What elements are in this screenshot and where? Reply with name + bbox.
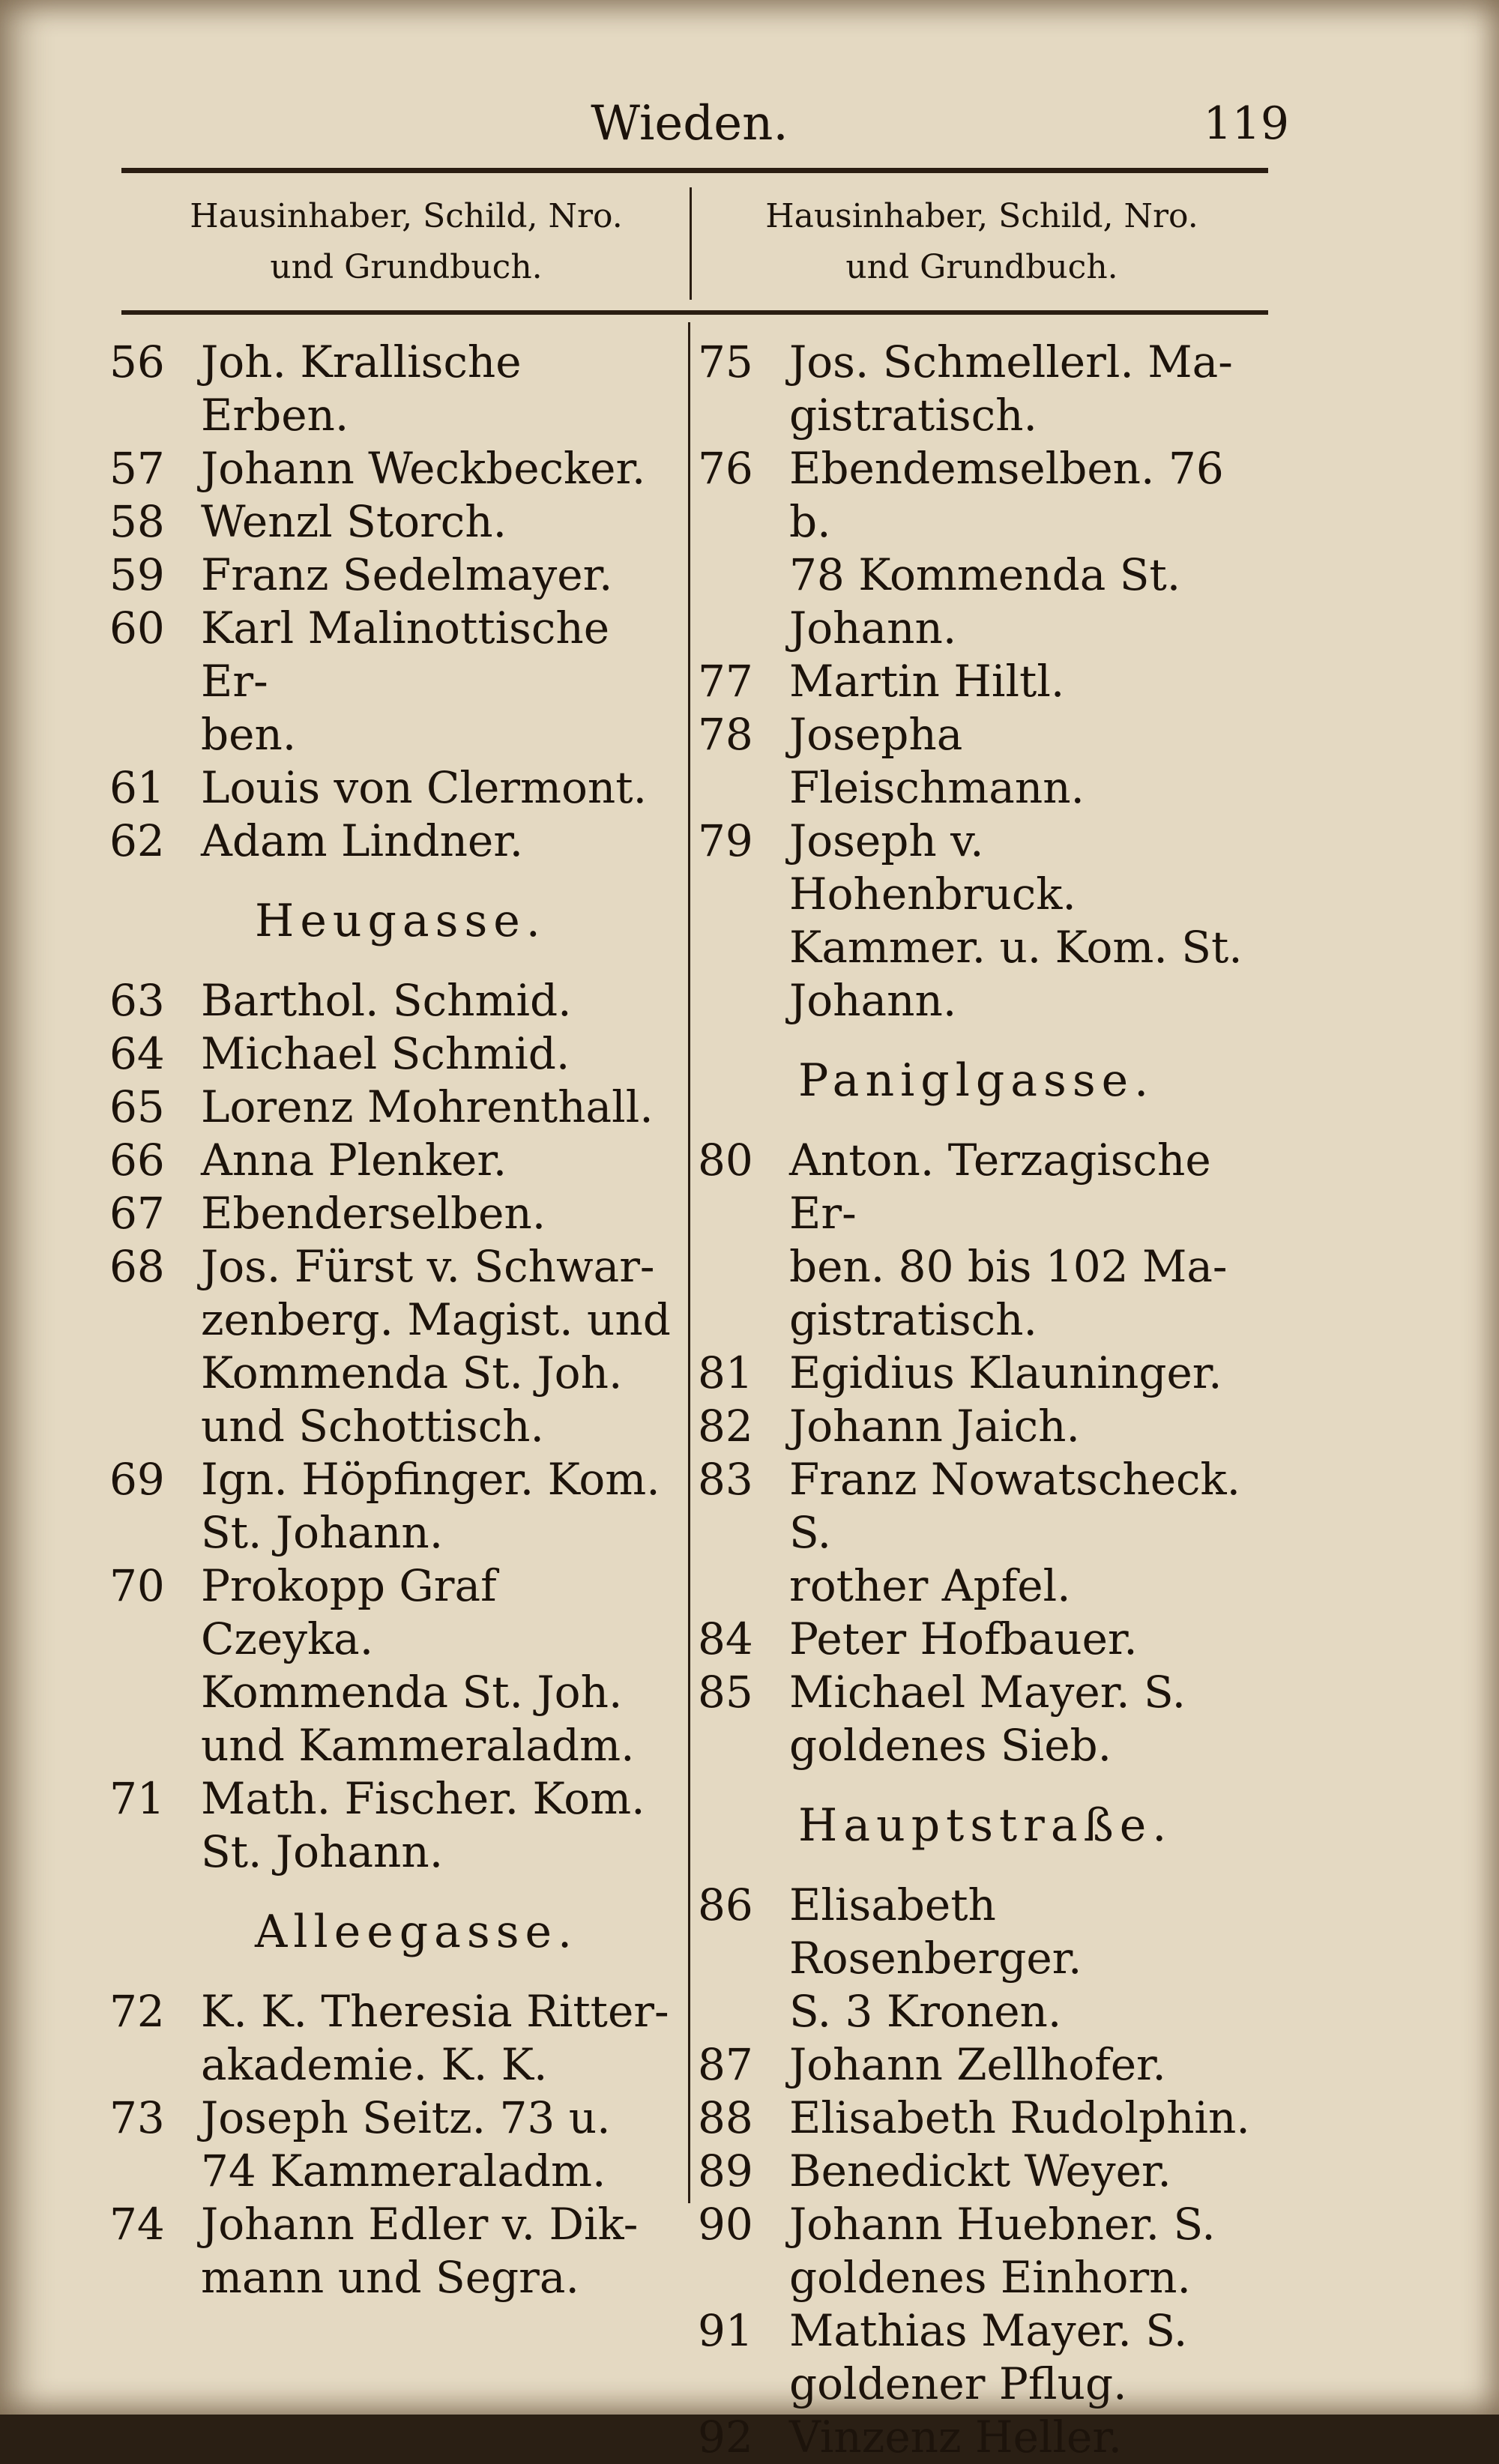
house-number: 84 [698, 1613, 753, 1664]
house-owner: Wenzl Storch. [201, 496, 507, 547]
header-divider [690, 187, 692, 300]
house-entry [105, 2198, 675, 2304]
house-owner: Ebendemselben. 76 b. 78 Kommenda St. Johann. [789, 443, 1224, 653]
house-entry [693, 1347, 1263, 1400]
house-entry [105, 495, 675, 549]
column-header-left: Hausinhaber, Schild, Nro. und Grundbuch. [190, 197, 623, 286]
house-owner: Jos. Fürst v. Schwar- zenberg. Magist. und Kommenda St. Joh. und Schottisch. [201, 1241, 671, 1452]
house-number: 70 [109, 1560, 165, 1611]
house-number: 82 [698, 1401, 753, 1452]
street-heading: Hauptstraße. [798, 1799, 1173, 1852]
house-number: 81 [698, 1347, 753, 1398]
house-number: 74 [109, 2199, 165, 2250]
house-number: 80 [698, 1135, 753, 1186]
house-owner: Joseph Seitz. 73 u. 74 Kammeraladm. [201, 2092, 611, 2196]
house-owner: Lorenz Mohrenthall. [201, 1081, 654, 1132]
house-entry [693, 1453, 1263, 1613]
house-number: 59 [109, 549, 165, 600]
house-owner: Michael Schmid. [201, 1028, 570, 1079]
house-entry [693, 2304, 1263, 2411]
house-number: 64 [109, 1028, 165, 1079]
house-number: 77 [698, 656, 753, 707]
house-entry [693, 2038, 1263, 2092]
house-owner: Anton. Terzagische Er- ben. 80 bis 102 Ma- gistratisch. [789, 1135, 1228, 1345]
house-entry [105, 1027, 675, 1081]
house-owner: Johann Jaich. [789, 1401, 1080, 1452]
column-divider [688, 322, 690, 2203]
column-header-right: Hausinhaber, Schild, Nro. und Grundbuch. [765, 197, 1198, 286]
header-rule [121, 310, 1268, 315]
house-owner: Joh. Krallische Erben. [201, 336, 522, 441]
house-owner: Anna Plenker. [201, 1135, 507, 1186]
house-number: 92 [698, 2412, 753, 2463]
house-number: 85 [698, 1667, 753, 1718]
house-number: 57 [109, 443, 165, 494]
house-number: 91 [698, 2305, 753, 2356]
house-owner: Franz Nowatscheck. S. rother Apfel. [789, 1454, 1241, 1611]
house-number: 83 [698, 1454, 753, 1505]
house-entry [105, 974, 675, 1027]
house-number: 69 [109, 1454, 165, 1505]
house-number: 62 [109, 815, 165, 866]
house-owner: Adam Lindner. [201, 815, 524, 866]
house-number: 89 [698, 2146, 753, 2196]
page-number: 119 [1203, 97, 1289, 150]
house-number: 86 [698, 1879, 753, 1930]
house-entry [105, 1187, 675, 1240]
house-owner: Martin Hiltl. [789, 656, 1065, 707]
running-head [0, 90, 1499, 157]
house-owner: K. K. Theresia Ritter- akademie. K. K. [201, 1986, 669, 2090]
top-rule [121, 168, 1268, 173]
house-number: 66 [109, 1135, 165, 1186]
house-owner: Elisabeth Rudolphin. [789, 2092, 1250, 2143]
house-entry [105, 602, 675, 761]
house-entry [105, 1985, 675, 2092]
house-entry [693, 2198, 1263, 2304]
house-number: 72 [109, 1986, 165, 2037]
house-owner: Math. Fischer. Kom. St. Johann. [201, 1773, 645, 1877]
house-entry [105, 1559, 675, 1772]
house-owner: Elisabeth Rosenberger. S. 3 Kronen. [789, 1879, 1082, 2037]
house-owner: Mathias Mayer. S. goldener Pflug. [789, 2305, 1188, 2409]
street-heading: Alleegasse. [255, 1906, 579, 1958]
house-entry [693, 1613, 1263, 1666]
house-entry [693, 815, 1263, 1027]
house-entry [693, 1134, 1263, 1347]
house-number: 65 [109, 1081, 165, 1132]
house-number: 58 [109, 496, 165, 547]
house-number: 67 [109, 1188, 165, 1239]
house-owner: Benedickt Weyer. [789, 2146, 1171, 2196]
house-number: 87 [698, 2039, 753, 2090]
house-entry [693, 708, 1263, 815]
house-entry [105, 1134, 675, 1187]
house-entry [105, 1081, 675, 1134]
house-number: 79 [698, 815, 753, 866]
house-owner: Peter Hofbauer. [789, 1613, 1138, 1664]
house-owner: Karl Malinottische Er- ben. [201, 603, 610, 760]
house-entry [693, 1400, 1263, 1453]
street-heading: Paniglgasse. [798, 1054, 1155, 1107]
house-number: 90 [698, 2199, 753, 2250]
house-entry [105, 761, 675, 815]
house-owner: Johann Edler v. Dik- mann und Segra. [201, 2199, 639, 2303]
house-owner: Prokopp Graf Czeyka. Kommenda St. Joh. und Kammeraladm. [201, 1560, 635, 1771]
house-entry [693, 2145, 1263, 2198]
house-entry [105, 442, 675, 495]
house-entry [105, 1772, 675, 1879]
house-owner: Joseph v. Hohenbruck. Kammer. u. Kom. St. Johann. [789, 815, 1243, 1026]
right-column [693, 336, 1263, 2464]
house-number: 68 [109, 1241, 165, 1292]
house-owner: Ebenderselben. [201, 1188, 546, 1239]
house-entry [105, 549, 675, 602]
house-number: 63 [109, 975, 165, 1026]
house-number: 75 [698, 336, 753, 387]
house-entry [693, 442, 1263, 655]
house-entry [693, 655, 1263, 708]
house-number: 88 [698, 2092, 753, 2143]
house-entry [693, 2092, 1263, 2145]
house-owner: Louis von Clermont. [201, 762, 648, 813]
house-owner: Barthol. Schmid. [201, 975, 572, 1026]
house-number: 56 [109, 336, 165, 387]
house-number: 78 [698, 709, 753, 760]
house-owner: Johann Zellhofer. [789, 2039, 1166, 2090]
house-owner: Egidius Klauninger. [789, 1347, 1222, 1398]
house-owner: Johann Weckbecker. [201, 443, 646, 494]
house-entry [105, 1453, 675, 1559]
house-number: 60 [109, 603, 165, 653]
house-owner: Franz Sedelmayer. [201, 549, 613, 600]
house-entry [105, 2092, 675, 2198]
house-owner: Johann Huebner. S. goldenes Einhorn. [789, 2199, 1216, 2303]
house-owner: Vinzenz Heller. [789, 2412, 1123, 2463]
house-number: 61 [109, 762, 165, 813]
house-owner: Jos. Schmellerl. Ma- gistratisch. [789, 336, 1233, 441]
house-entry [105, 336, 675, 442]
house-entry [105, 1240, 675, 1453]
house-entry [693, 1666, 1263, 1772]
house-entry [693, 336, 1263, 442]
house-owner: Ign. Höpfinger. Kom. St. Johann. [201, 1454, 660, 1558]
street-heading: Heugasse. [255, 895, 546, 947]
running-title: Wieden. [591, 96, 788, 151]
house-entry [693, 1879, 1263, 2038]
house-entry [693, 2411, 1263, 2464]
left-column [105, 336, 675, 2304]
house-number: 73 [109, 2092, 165, 2143]
house-number: 76 [698, 443, 753, 494]
house-owner: Josepha Fleischmann. [789, 709, 1085, 813]
house-number: 71 [109, 1773, 165, 1824]
house-entry [105, 815, 675, 868]
house-owner: Michael Mayer. S. goldenes Sieb. [789, 1667, 1186, 1771]
